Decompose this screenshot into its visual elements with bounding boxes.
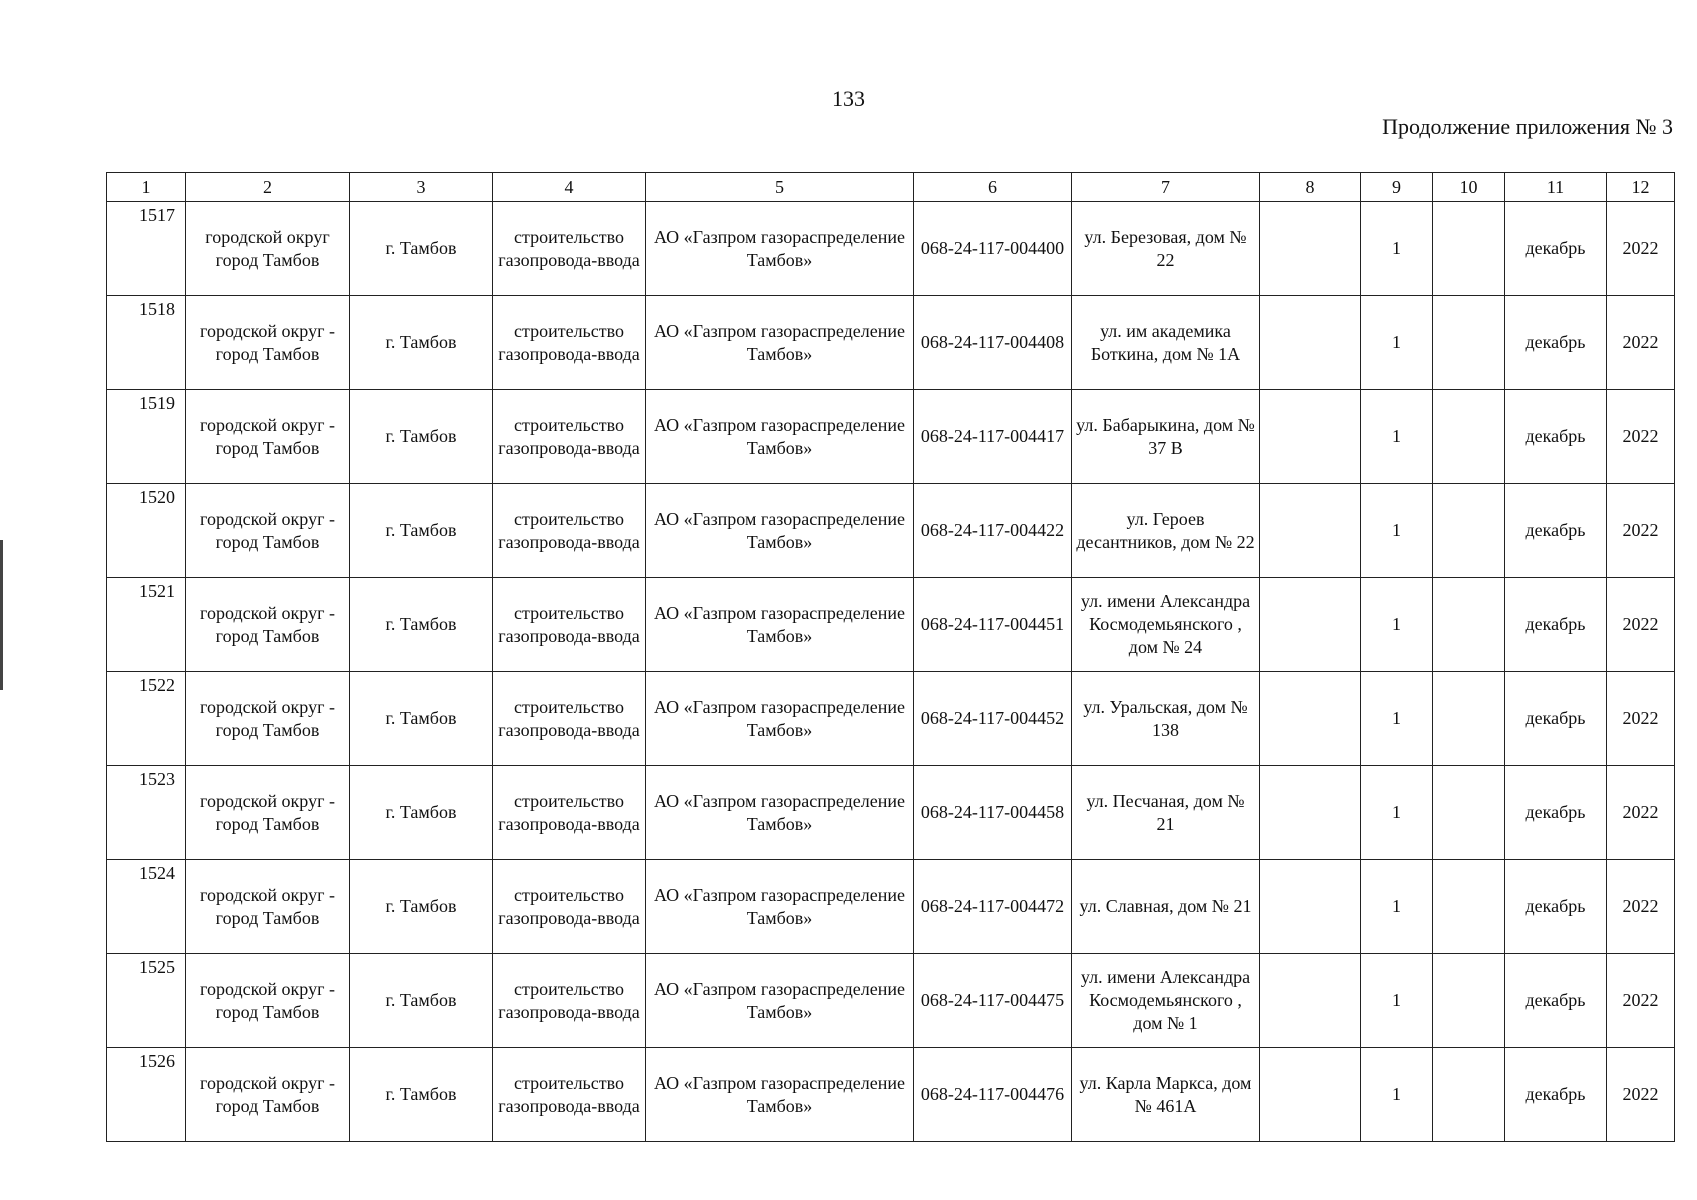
locality-cell: г. Тамбов xyxy=(350,296,493,390)
object-code-cell: 068-24-117-004422 xyxy=(914,484,1072,578)
object-code-cell: 068-24-117-004476 xyxy=(914,1048,1072,1142)
col8-cell xyxy=(1260,1048,1361,1142)
month-cell: декабрь xyxy=(1505,954,1607,1048)
year-cell: 2022 xyxy=(1607,484,1675,578)
col10-cell xyxy=(1433,296,1505,390)
work-type-cell: строительство газопровода-ввода xyxy=(493,954,646,1048)
col8-cell xyxy=(1260,766,1361,860)
quantity-cell: 1 xyxy=(1361,672,1433,766)
col10-cell xyxy=(1433,1048,1505,1142)
district-cell: городской округ - город Тамбов xyxy=(186,296,350,390)
column-header: 1 xyxy=(107,173,186,202)
table-row xyxy=(107,1048,1675,1142)
col8-cell xyxy=(1260,390,1361,484)
appendix-continuation-note: Продолжение приложения № 3 xyxy=(1382,114,1673,139)
column-header: 2 xyxy=(186,173,350,202)
work-type-cell: строительство газопровода-ввода xyxy=(493,766,646,860)
district-cell: городской округ - город Тамбов xyxy=(186,672,350,766)
column-header: 3 xyxy=(350,173,493,202)
address-cell: ул. Карла Маркса, дом № 461А xyxy=(1072,1048,1260,1142)
scan-edge-mark xyxy=(0,540,3,690)
locality-cell: г. Тамбов xyxy=(350,202,493,296)
col10-cell xyxy=(1433,860,1505,954)
column-header: 4 xyxy=(493,173,646,202)
address-cell: ул. Березовая, дом № 22 xyxy=(1072,202,1260,296)
col8-cell xyxy=(1260,202,1361,296)
column-header: 9 xyxy=(1361,173,1433,202)
col10-cell xyxy=(1433,578,1505,672)
table-row xyxy=(107,296,1675,390)
row-number-cell: 1518 xyxy=(107,296,186,390)
address-cell: ул. Уральская, дом № 138 xyxy=(1072,672,1260,766)
address-cell: ул. Бабарыкина, дом № 37 В xyxy=(1072,390,1260,484)
col8-cell xyxy=(1260,578,1361,672)
object-code-cell: 068-24-117-004475 xyxy=(914,954,1072,1048)
row-number-cell: 1519 xyxy=(107,390,186,484)
organization-cell: АО «Газпром газораспределение Тамбов» xyxy=(646,202,914,296)
work-type-cell: строительство газопровода-ввода xyxy=(493,860,646,954)
year-cell: 2022 xyxy=(1607,766,1675,860)
object-code-cell: 068-24-117-004452 xyxy=(914,672,1072,766)
row-number-cell: 1526 xyxy=(107,1048,186,1142)
organization-cell: АО «Газпром газораспределение Тамбов» xyxy=(646,766,914,860)
row-number-cell: 1525 xyxy=(107,954,186,1048)
address-cell: ул. им академика Боткина, дом № 1А xyxy=(1072,296,1260,390)
quantity-cell: 1 xyxy=(1361,296,1433,390)
col10-cell xyxy=(1433,766,1505,860)
col10-cell xyxy=(1433,672,1505,766)
quantity-cell: 1 xyxy=(1361,1048,1433,1142)
month-cell: декабрь xyxy=(1505,296,1607,390)
district-cell: городской округ - город Тамбов xyxy=(186,578,350,672)
month-cell: декабрь xyxy=(1505,766,1607,860)
locality-cell: г. Тамбов xyxy=(350,390,493,484)
district-cell: городской округ - город Тамбов xyxy=(186,766,350,860)
district-cell: городской округ - город Тамбов xyxy=(186,484,350,578)
quantity-cell: 1 xyxy=(1361,202,1433,296)
row-number-cell: 1524 xyxy=(107,860,186,954)
work-type-cell: строительство газопровода-ввода xyxy=(493,578,646,672)
organization-cell: АО «Газпром газораспределение Тамбов» xyxy=(646,390,914,484)
column-header: 12 xyxy=(1607,173,1675,202)
district-cell: городской округ - город Тамбов xyxy=(186,954,350,1048)
column-header: 7 xyxy=(1072,173,1260,202)
district-cell: городской округ - город Тамбов xyxy=(186,1048,350,1142)
year-cell: 2022 xyxy=(1607,202,1675,296)
address-cell: ул. Героев десантников, дом № 22 xyxy=(1072,484,1260,578)
row-number-cell: 1522 xyxy=(107,672,186,766)
year-cell: 2022 xyxy=(1607,390,1675,484)
locality-cell: г. Тамбов xyxy=(350,672,493,766)
address-cell: ул. имени Александра Космодемьянского , дом № 24 xyxy=(1072,578,1260,672)
col10-cell xyxy=(1433,202,1505,296)
year-cell: 2022 xyxy=(1607,578,1675,672)
object-code-cell: 068-24-117-004400 xyxy=(914,202,1072,296)
organization-cell: АО «Газпром газораспределение Тамбов» xyxy=(646,484,914,578)
district-cell: городской округ город Тамбов xyxy=(186,202,350,296)
col8-cell xyxy=(1260,484,1361,578)
table-row xyxy=(107,766,1675,860)
month-cell: декабрь xyxy=(1505,578,1607,672)
row-number-cell: 1517 xyxy=(107,202,186,296)
col8-cell xyxy=(1260,296,1361,390)
col10-cell xyxy=(1433,484,1505,578)
column-header: 11 xyxy=(1505,173,1607,202)
work-type-cell: строительство газопровода-ввода xyxy=(493,202,646,296)
month-cell: декабрь xyxy=(1505,484,1607,578)
organization-cell: АО «Газпром газораспределение Тамбов» xyxy=(646,578,914,672)
address-cell: ул. Славная, дом № 21 xyxy=(1072,860,1260,954)
column-header: 5 xyxy=(646,173,914,202)
year-cell: 2022 xyxy=(1607,954,1675,1048)
table-row xyxy=(107,954,1675,1048)
appendix-table xyxy=(106,172,1675,1142)
quantity-cell: 1 xyxy=(1361,954,1433,1048)
table-row xyxy=(107,484,1675,578)
locality-cell: г. Тамбов xyxy=(350,860,493,954)
organization-cell: АО «Газпром газораспределение Тамбов» xyxy=(646,296,914,390)
district-cell: городской округ - город Тамбов xyxy=(186,390,350,484)
quantity-cell: 1 xyxy=(1361,860,1433,954)
table-row xyxy=(107,860,1675,954)
organization-cell: АО «Газпром газораспределение Тамбов» xyxy=(646,954,914,1048)
table-row xyxy=(107,202,1675,296)
col8-cell xyxy=(1260,954,1361,1048)
table-row xyxy=(107,672,1675,766)
header-row xyxy=(107,173,1675,202)
locality-cell: г. Тамбов xyxy=(350,766,493,860)
month-cell: декабрь xyxy=(1505,672,1607,766)
quantity-cell: 1 xyxy=(1361,766,1433,860)
col10-cell xyxy=(1433,390,1505,484)
row-number-cell: 1521 xyxy=(107,578,186,672)
object-code-cell: 068-24-117-004417 xyxy=(914,390,1072,484)
quantity-cell: 1 xyxy=(1361,484,1433,578)
col10-cell xyxy=(1433,954,1505,1048)
locality-cell: г. Тамбов xyxy=(350,954,493,1048)
organization-cell: АО «Газпром газораспределение Тамбов» xyxy=(646,1048,914,1142)
table-row xyxy=(107,390,1675,484)
month-cell: декабрь xyxy=(1505,202,1607,296)
year-cell: 2022 xyxy=(1607,296,1675,390)
address-cell: ул. имени Александра Космодемьянского , дом № 1 xyxy=(1072,954,1260,1048)
month-cell: декабрь xyxy=(1505,1048,1607,1142)
organization-cell: АО «Газпром газораспределение Тамбов» xyxy=(646,860,914,954)
column-header: 10 xyxy=(1433,173,1505,202)
object-code-cell: 068-24-117-004408 xyxy=(914,296,1072,390)
year-cell: 2022 xyxy=(1607,1048,1675,1142)
locality-cell: г. Тамбов xyxy=(350,578,493,672)
month-cell: декабрь xyxy=(1505,390,1607,484)
object-code-cell: 068-24-117-004451 xyxy=(914,578,1072,672)
month-cell: декабрь xyxy=(1505,860,1607,954)
work-type-cell: строительство газопровода-ввода xyxy=(493,484,646,578)
col8-cell xyxy=(1260,860,1361,954)
page-number: 133 xyxy=(832,86,865,111)
object-code-cell: 068-24-117-004458 xyxy=(914,766,1072,860)
year-cell: 2022 xyxy=(1607,860,1675,954)
district-cell: городской округ - город Тамбов xyxy=(186,860,350,954)
locality-cell: г. Тамбов xyxy=(350,1048,493,1142)
year-cell: 2022 xyxy=(1607,672,1675,766)
quantity-cell: 1 xyxy=(1361,390,1433,484)
object-code-cell: 068-24-117-004472 xyxy=(914,860,1072,954)
col8-cell xyxy=(1260,672,1361,766)
address-cell: ул. Песчаная, дом № 21 xyxy=(1072,766,1260,860)
work-type-cell: строительство газопровода-ввода xyxy=(493,390,646,484)
locality-cell: г. Тамбов xyxy=(350,484,493,578)
column-header: 8 xyxy=(1260,173,1361,202)
row-number-cell: 1520 xyxy=(107,484,186,578)
organization-cell: АО «Газпром газораспределение Тамбов» xyxy=(646,672,914,766)
table-row xyxy=(107,578,1675,672)
work-type-cell: строительство газопровода-ввода xyxy=(493,672,646,766)
work-type-cell: строительство газопровода-ввода xyxy=(493,1048,646,1142)
work-type-cell: строительство газопровода-ввода xyxy=(493,296,646,390)
column-header: 6 xyxy=(914,173,1072,202)
row-number-cell: 1523 xyxy=(107,766,186,860)
quantity-cell: 1 xyxy=(1361,578,1433,672)
